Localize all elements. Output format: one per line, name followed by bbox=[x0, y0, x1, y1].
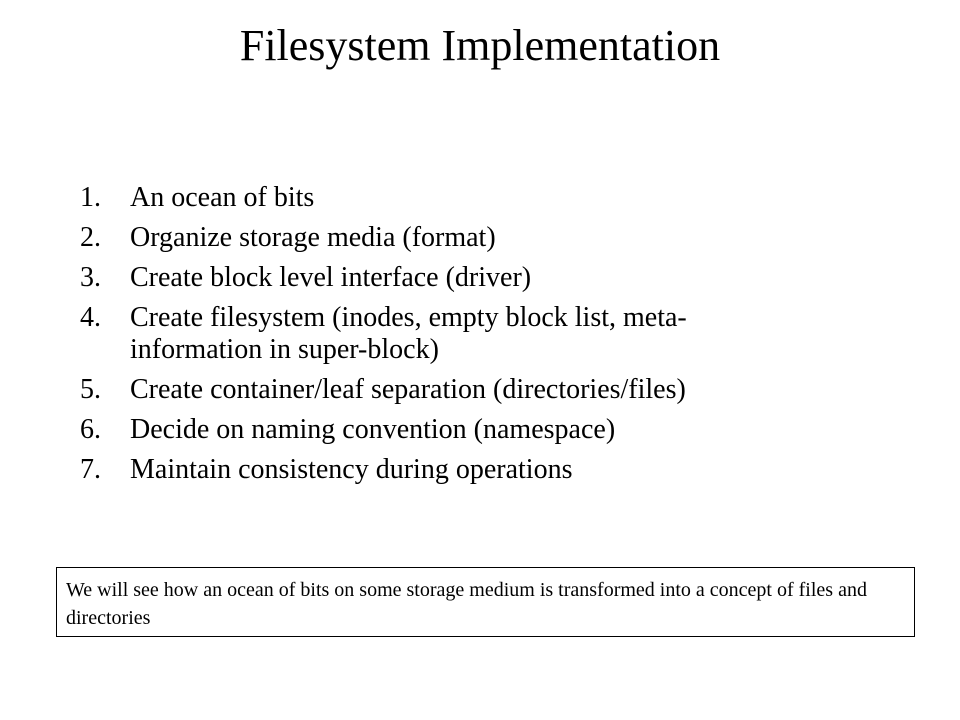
step-text: Decide on naming convention (namespace) bbox=[130, 414, 616, 445]
list-item bbox=[80, 218, 800, 258]
step-text: Create block level interface (driver) bbox=[130, 262, 532, 293]
step-text: An ocean of bits bbox=[130, 182, 315, 213]
step-list bbox=[80, 178, 800, 490]
list-item bbox=[80, 450, 800, 490]
list-item bbox=[80, 298, 800, 370]
step-text: Organize storage media (format) bbox=[130, 222, 496, 253]
step-number: 1. bbox=[80, 182, 101, 213]
step-number: 5. bbox=[80, 374, 101, 405]
step-number: 4. bbox=[80, 302, 101, 333]
step-text: Create container/leaf separation (directories/files) bbox=[130, 374, 686, 405]
list-item bbox=[80, 410, 800, 450]
step-text: Maintain consistency during operations bbox=[130, 454, 573, 485]
step-text: Create filesystem (inodes, empty block list, meta-information in super-block) bbox=[130, 302, 687, 365]
step-number: 6. bbox=[80, 414, 101, 445]
list-item bbox=[80, 370, 800, 410]
note-box: We will see how an ocean of bits on some storage medium is transformed into a concept of files and directories bbox=[56, 567, 915, 637]
slide-title: Filesystem Implementation bbox=[239, 21, 721, 70]
step-number: 7. bbox=[80, 454, 101, 485]
list-item bbox=[80, 258, 800, 298]
step-number: 2. bbox=[80, 222, 101, 253]
step-number: 3. bbox=[80, 262, 101, 293]
list-item bbox=[80, 178, 800, 218]
